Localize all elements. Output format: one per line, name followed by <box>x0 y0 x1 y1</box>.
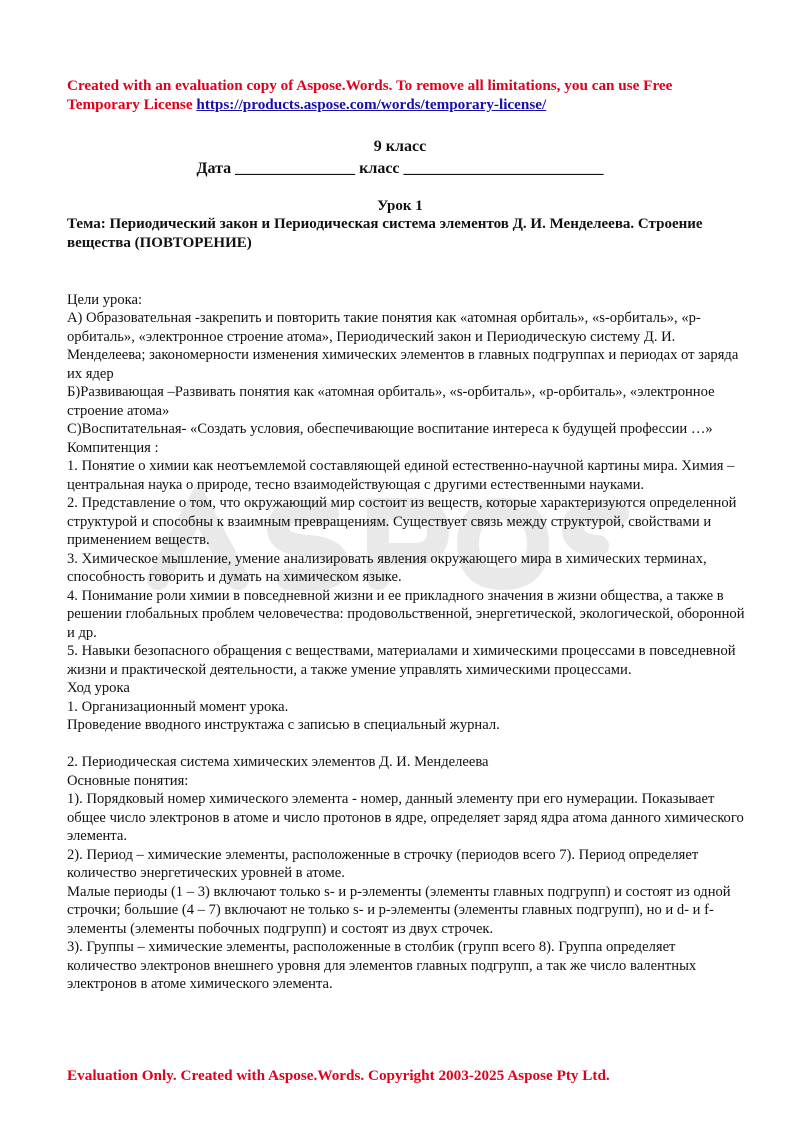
evaluation-notice <box>67 76 747 114</box>
paragraph-competence-5: 5. Навыки безопасного обращения с веществами, материалами и химическими процессами в повседневной жизни и практической деятельности, а также умение управлять химическими процессами. <box>67 643 736 678</box>
lesson-body <box>67 272 747 994</box>
evaluation-notice-text: Created with an evaluation copy of Aspose.Words. To remove all limitations, you can use Free Temporary License <box>67 77 673 113</box>
paragraph-concepts: Основные понятия: <box>67 772 189 789</box>
evaluation-footer: Evaluation Only. Created with Aspose.Words. Copyright 2003-2025 Aspose Pty Ltd. <box>67 1067 610 1084</box>
temporary-license-link[interactable]: https://products.aspose.com/words/temporary-license/ <box>196 96 547 113</box>
paragraph-lesson-flow: Ход урока <box>67 680 130 696</box>
paragraph-step-1: 1. Организационный момент урока. <box>67 698 289 715</box>
paragraph-briefing: Проведение вводного инструктажа с записью в специальный журнал. <box>67 717 500 733</box>
paragraph-competence-2: 2. Представление о том, что окружающий мир состоит из веществ, которые характеризуются определенной структурой и способны к взаимным превращениям. Существует связь между структурой, свойствами и применением веществ. <box>67 495 737 548</box>
paragraph-concept-1: 1). Порядковый номер химического элемента - номер, данный элементу при его нумерации. Показывает общее число электронов в атоме и число протонов в ядре, определяет заряд ядра атома данного химического элемента. <box>67 791 744 844</box>
paragraph-goal-b: Б)Развивающая –Развивать понятия как «атомная орбиталь», «s-орбиталь», «p-орбиталь», «электронное строение атома» <box>67 384 715 419</box>
grade-heading: 9 класс <box>373 138 427 155</box>
paragraph-competence-3: 3. Химическое мышление, умение анализировать явления окружающего мира в химических терминах, способность говорить и думать на химическом языке. <box>67 550 707 585</box>
paragraph-competence: Компитенция : <box>67 439 159 456</box>
date-class-line: Дата _______________ класс _________________________ <box>196 160 604 177</box>
paragraph-competence-4: 4. Понимание роли химии в повседневной жизни и ее прикладного значения в жизни общества, а также в решении глобальных проблем человечества: продовольственной, энергетической, экологической, оборонной и др. <box>67 587 745 641</box>
lesson-title: Урок 1 <box>377 198 423 214</box>
spacer <box>67 272 747 291</box>
paragraph-step-2: 2. Периодическая система химических элементов Д. И. Менделеева <box>67 754 489 770</box>
spacer <box>67 735 747 754</box>
paragraph-concept-3: 3). Группы – химические элементы, расположенные в столбик (групп всего 8). Группа определяет количество электронов внешнего уровня для элементов главных подгрупп, а так же число валентных электронов в атоме химического элемента. <box>67 939 697 992</box>
paragraph-goal-c: С)Воспитательная- «Создать условия, обеспечивающие воспитание интереса к будущей профессии …» <box>67 421 713 437</box>
paragraph-goal-a: А) Образовательная -закрепить и повторить такие понятия как «атомная орбиталь», «s-орбиталь», «p-орбиталь», «электронное строение атома», Периодический закон и Периодическую систему Д. И. Менделеева; закономерности изменения химических элементов в главных подгруппах и периодах от заряда их ядер <box>67 310 739 382</box>
paragraph-competence-1: 1. Понятие о химии как неотъемлемой составляющей единой естественно-научной картины мира. Химия – центральная наука о природе, тесно взаимодействующая с другими естественными науками. <box>67 458 735 493</box>
paragraph-goals: Цели урока: <box>67 291 143 308</box>
paragraph-concept-2: 2). Период – химические элементы, расположенные в строчку (периодов всего 7). Период определяет количество энергетических уровней в атоме. <box>67 846 699 881</box>
lesson-topic: Тема: Периодический закон и Периодическая система элементов Д. И. Менделеева. Строение вещества (ПОВТОРЕНИЕ) <box>67 216 703 251</box>
paragraph-periods: Малые периоды (1 – 3) включают только s- и p-элементы (элементы главных подгрупп) и состоят из одной строчки; большие (4 – 7) включают не только s- и p-элементы (элементы главных подгрупп), но и d- и f-элементы (элементы побочных подгрупп) и состоят из двух строчек. <box>67 883 731 937</box>
